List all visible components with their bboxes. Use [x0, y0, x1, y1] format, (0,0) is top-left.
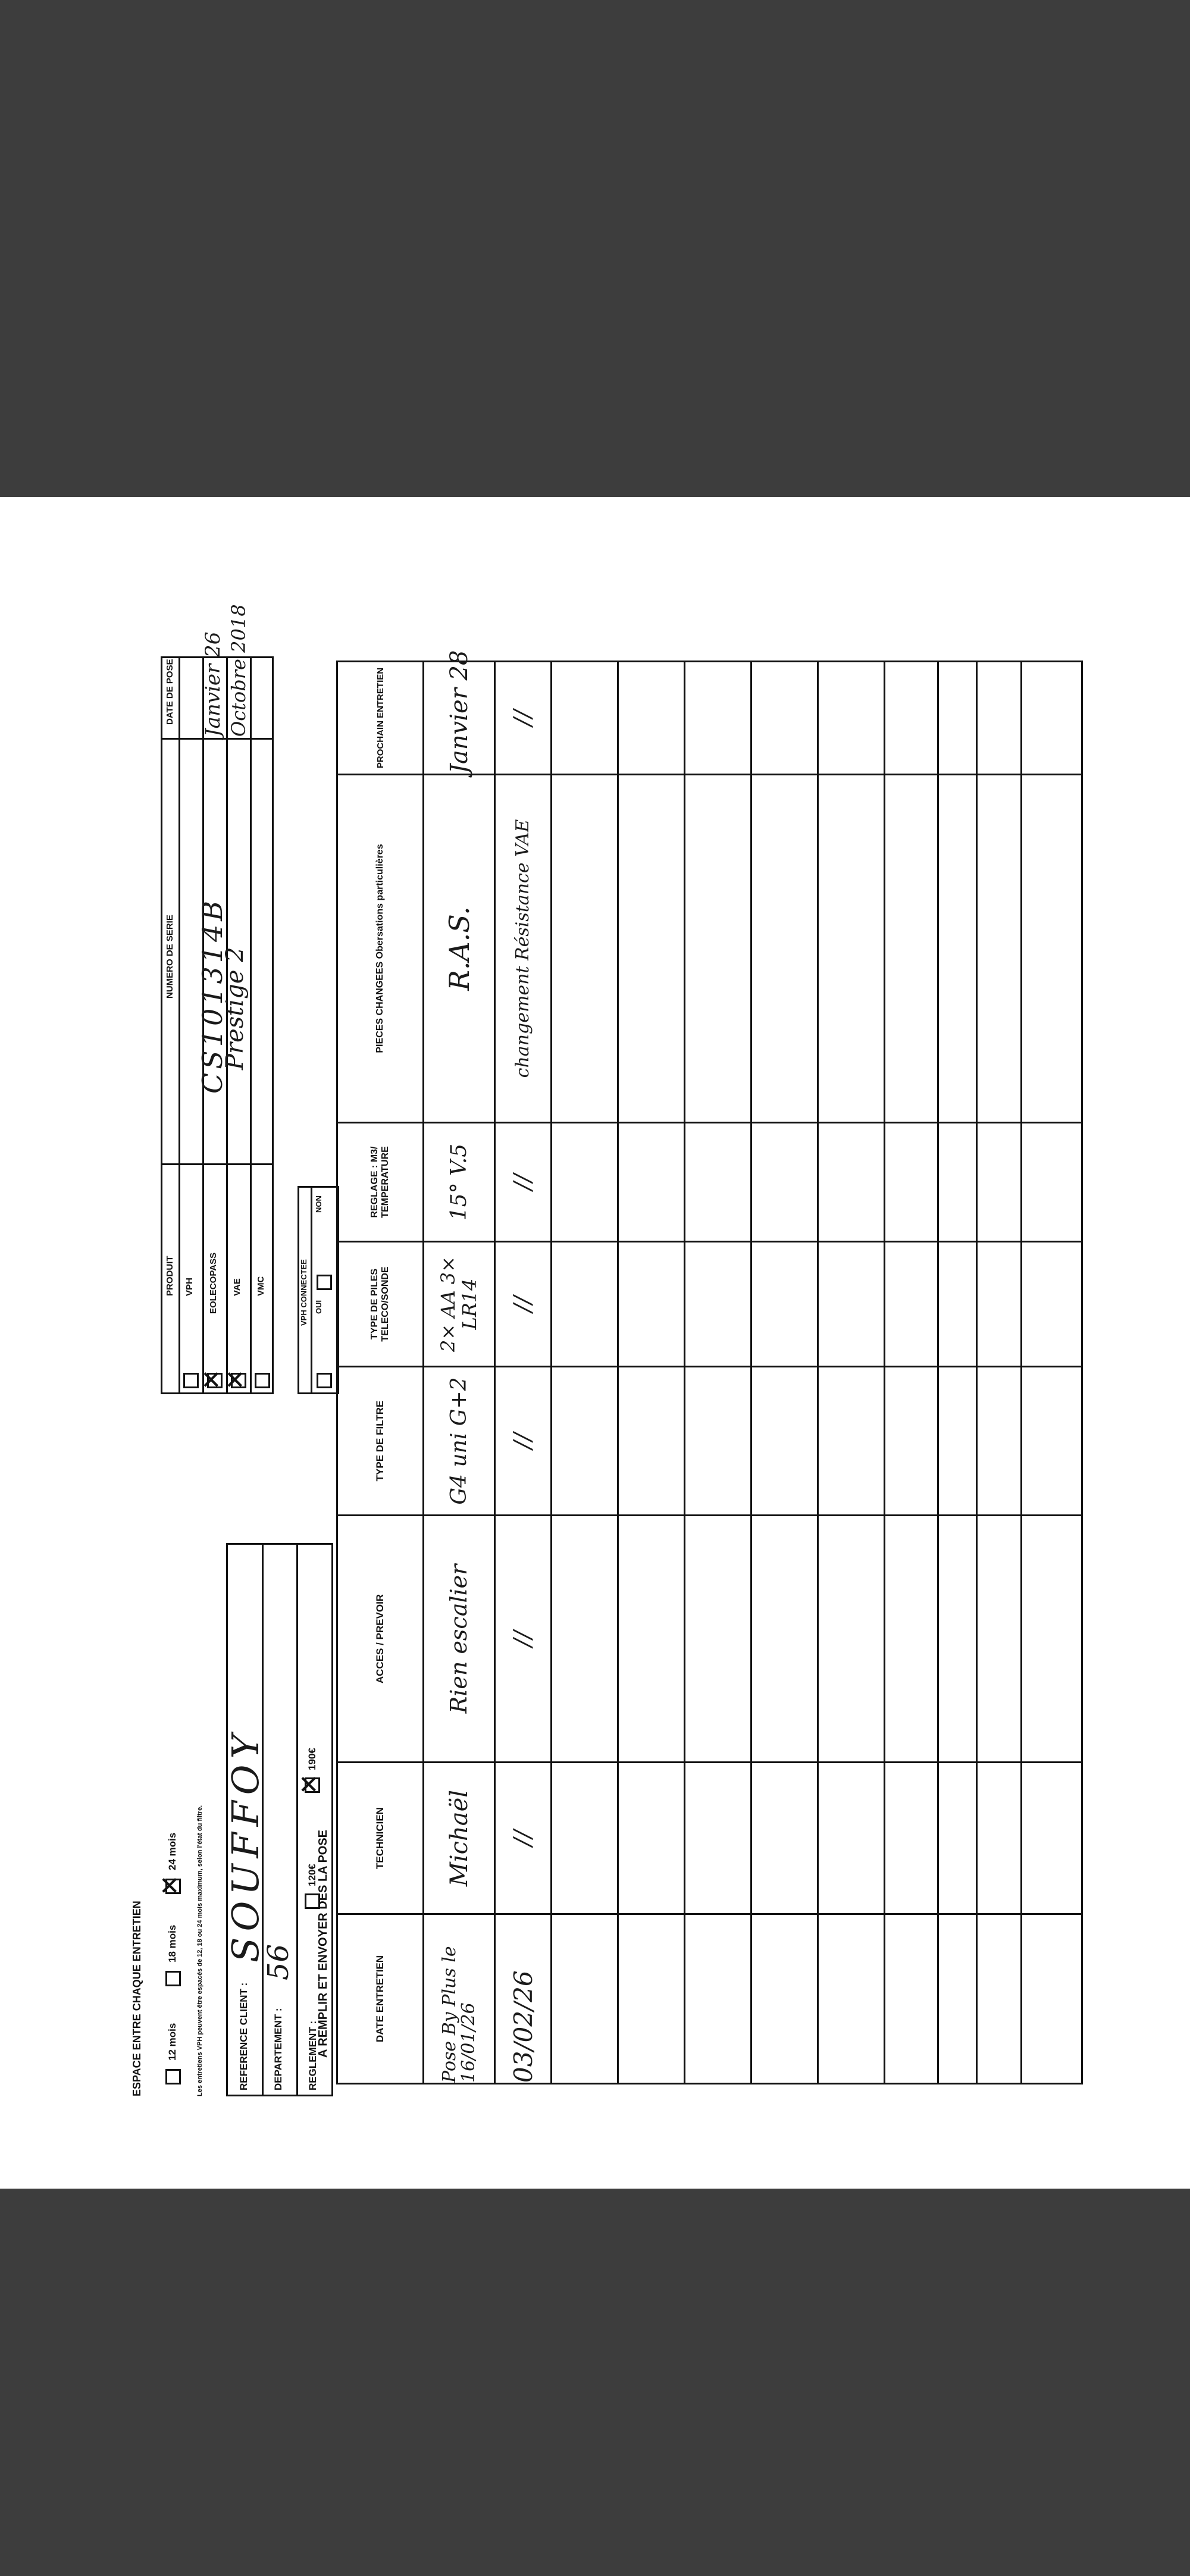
empty-cell[interactable] — [818, 775, 885, 1123]
empty-cell[interactable] — [618, 1914, 685, 2084]
spacing-24-checkbox[interactable] — [165, 1879, 181, 1894]
vph-non-label: NON — [314, 1195, 323, 1213]
empty-cell[interactable] — [938, 1123, 977, 1242]
empty-cell[interactable] — [685, 1516, 751, 1763]
empty-cell[interactable] — [552, 1516, 618, 1763]
serial-vae[interactable]: Prestige 2 — [221, 947, 249, 1070]
empty-cell[interactable] — [618, 775, 685, 1123]
empty-cell[interactable] — [938, 1914, 977, 2084]
row2-parts[interactable]: changement Résistance VAE — [495, 775, 552, 1123]
empty-cell[interactable] — [938, 662, 977, 775]
maintenance-table — [336, 650, 1083, 2084]
client-ref-value[interactable]: SOUFFOY — [224, 1728, 267, 1962]
row1-parts[interactable]: R.A.S. — [424, 775, 495, 1123]
maintenance-empty-row — [818, 662, 885, 2084]
spacing-18-label: 18 mois — [167, 1924, 178, 1962]
client-ref-label: REFERENCE CLIENT : — [238, 1982, 249, 2090]
product-vph-label: VPH — [184, 1278, 195, 1296]
vph-oui-checkbox[interactable] — [317, 1373, 332, 1388]
row1-technician[interactable]: Michaël — [424, 1763, 495, 1914]
product-header: PRODUIT — [165, 1256, 175, 1296]
product-eolecopass-checkbox[interactable] — [207, 1373, 223, 1388]
empty-cell[interactable] — [977, 1123, 1022, 1242]
empty-cell[interactable] — [885, 1914, 938, 2084]
maintenance-row — [495, 662, 552, 2084]
scanned-page — [0, 497, 1190, 2189]
row2-access[interactable]: // — [495, 1516, 552, 1763]
empty-cell[interactable] — [618, 662, 685, 775]
empty-cell[interactable] — [1022, 1367, 1082, 1516]
empty-cell[interactable] — [552, 1914, 618, 2084]
payment-190-label: 190€ — [306, 1748, 318, 1770]
empty-cell[interactable] — [977, 662, 1022, 775]
empty-cell[interactable] — [552, 1123, 618, 1242]
spacing-12-checkbox[interactable] — [165, 2069, 181, 2084]
row1-setting[interactable]: 15° V.5 — [424, 1123, 495, 1242]
header-type-piles: TYPE DE PILES TELECO/SONDE — [337, 1242, 424, 1367]
empty-cell[interactable] — [1022, 1914, 1082, 2084]
payment-label: REGLEMENT : — [307, 2020, 318, 2090]
header-pieces-changees: PIECES CHANGEES Obersations particulières — [337, 775, 424, 1123]
empty-cell[interactable] — [618, 1242, 685, 1367]
maintenance-header-row — [337, 662, 424, 2084]
empty-cell[interactable] — [1022, 1763, 1082, 1914]
empty-cell[interactable] — [885, 1763, 938, 1914]
spacing-12-label: 12 mois — [167, 2023, 178, 2061]
header-acces: ACCES / PREVOIR — [337, 1516, 424, 1763]
maintenance-row — [424, 662, 495, 2084]
empty-cell[interactable] — [685, 1763, 751, 1914]
date-header: DATE DE POSE — [165, 659, 175, 725]
empty-cell[interactable] — [618, 1516, 685, 1763]
product-vph-checkbox[interactable] — [183, 1373, 199, 1388]
maintenance-form — [0, 497, 1190, 2189]
empty-cell[interactable] — [751, 662, 818, 775]
date-eolecopass[interactable]: Janvier 26 — [201, 631, 225, 737]
row1-filter[interactable]: G4 uni G+2 — [424, 1367, 495, 1516]
empty-cell[interactable] — [977, 1242, 1022, 1367]
maintenance-empty-row — [751, 662, 818, 2084]
vph-oui-label: OUI — [314, 1300, 323, 1314]
empty-cell[interactable] — [818, 1367, 885, 1516]
spacing-title: ESPACE ENTRE CHAQUE ENTRETIEN — [131, 1901, 143, 2096]
empty-cell[interactable] — [977, 1763, 1022, 1914]
empty-cell[interactable] — [977, 775, 1022, 1123]
empty-cell[interactable] — [552, 1763, 618, 1914]
row2-setting[interactable]: // — [495, 1123, 552, 1242]
maintenance-empty-row — [618, 662, 685, 2084]
empty-cell[interactable] — [685, 1123, 751, 1242]
vph-connecte-label: VPH CONNECTEE — [299, 1259, 308, 1326]
empty-cell[interactable] — [977, 1367, 1022, 1516]
row2-next[interactable]: // — [495, 662, 552, 775]
header-date-entretien: DATE ENTRETIEN — [337, 1914, 424, 2084]
department-value[interactable]: 56 — [262, 1943, 295, 1980]
row2-filter[interactable]: // — [495, 1367, 552, 1516]
empty-cell[interactable] — [618, 1763, 685, 1914]
empty-cell[interactable] — [938, 1516, 977, 1763]
row2-technician[interactable]: // — [495, 1763, 552, 1914]
row2-batteries[interactable]: // — [495, 1242, 552, 1367]
empty-cell[interactable] — [751, 1914, 818, 2084]
empty-cell[interactable] — [938, 775, 977, 1123]
empty-cell[interactable] — [885, 1516, 938, 1763]
empty-cell[interactable] — [818, 1516, 885, 1763]
empty-cell[interactable] — [1022, 1123, 1082, 1242]
empty-cell[interactable] — [685, 1914, 751, 2084]
maintenance-empty-row — [685, 662, 751, 2084]
row1-date[interactable]: Pose By Plus le 16/01/26 — [424, 1914, 495, 2084]
empty-cell[interactable] — [938, 1763, 977, 1914]
empty-cell[interactable] — [751, 1763, 818, 1914]
empty-cell[interactable] — [885, 1367, 938, 1516]
maintenance-empty-row — [977, 662, 1022, 2084]
instruction-text: A REMPLIR ET ENVOYER DES LA POSE — [317, 1829, 330, 2058]
empty-cell[interactable] — [938, 1367, 977, 1516]
product-vae-label: VAE — [232, 1278, 242, 1296]
product-eolecopass-label: EOLECOPASS — [208, 1252, 218, 1314]
maintenance-empty-row — [885, 662, 938, 2084]
row1-access[interactable]: Rien escalier — [424, 1516, 495, 1763]
empty-cell[interactable] — [885, 1242, 938, 1367]
header-technicien: TECHNICIEN — [337, 1763, 424, 1914]
maintenance-empty-row — [552, 662, 618, 2084]
empty-cell[interactable] — [885, 1123, 938, 1242]
empty-cell[interactable] — [618, 1123, 685, 1242]
empty-cell[interactable] — [685, 775, 751, 1123]
empty-cell[interactable] — [977, 1516, 1022, 1763]
serial-header: NUMERO DE SERIE — [165, 915, 175, 999]
product-vae-checkbox[interactable] — [231, 1373, 246, 1388]
empty-cell[interactable] — [1022, 662, 1082, 775]
department-label: DEPARTEMENT : — [273, 2008, 284, 2090]
payment-190-checkbox[interactable] — [305, 1777, 320, 1793]
empty-cell[interactable] — [818, 662, 885, 775]
row1-batteries[interactable]: 2× AA 3× LR14 — [424, 1242, 495, 1367]
empty-cell[interactable] — [818, 1763, 885, 1914]
header-prochain-entretien: PROCHAIN ENTRETIEN — [337, 662, 424, 775]
empty-cell[interactable] — [885, 662, 938, 775]
empty-cell[interactable] — [751, 775, 818, 1123]
empty-cell[interactable] — [685, 1242, 751, 1367]
empty-cell[interactable] — [1022, 1242, 1082, 1367]
empty-cell[interactable] — [751, 1367, 818, 1516]
header-reglage: REGLAGE : M3/ TEMPERATURE — [337, 1123, 424, 1242]
payment-120-label: 120€ — [306, 1864, 318, 1886]
maintenance-empty-row — [1022, 662, 1082, 2084]
spacing-18-checkbox[interactable] — [165, 1971, 181, 1986]
row1-next[interactable]: Janvier 28 — [424, 662, 495, 775]
empty-cell[interactable] — [818, 1242, 885, 1367]
product-vmc-label: VMC — [256, 1276, 266, 1296]
empty-cell[interactable] — [685, 1367, 751, 1516]
empty-cell[interactable] — [751, 1516, 818, 1763]
empty-cell[interactable] — [552, 662, 618, 775]
empty-cell[interactable] — [751, 1242, 818, 1367]
empty-cell[interactable] — [552, 1367, 618, 1516]
empty-cell[interactable] — [1022, 1516, 1082, 1763]
empty-cell[interactable] — [885, 775, 938, 1123]
empty-cell[interactable] — [977, 1914, 1022, 2084]
product-vmc-checkbox[interactable] — [255, 1373, 270, 1388]
empty-cell[interactable] — [751, 1123, 818, 1242]
vph-non-checkbox[interactable] — [317, 1275, 332, 1290]
empty-cell[interactable] — [685, 662, 751, 775]
header-type-filtre: TYPE DE FILTRE — [337, 1367, 424, 1516]
empty-cell[interactable] — [552, 775, 618, 1123]
empty-cell[interactable] — [1022, 775, 1082, 1123]
maintenance-empty-row — [938, 662, 977, 2084]
empty-cell[interactable] — [552, 1242, 618, 1367]
serial-eolecopass[interactable]: CS101314B — [196, 897, 228, 1094]
empty-cell[interactable] — [818, 1914, 885, 2084]
empty-cell[interactable] — [818, 1123, 885, 1242]
spacing-note: Les entretiens VPH peuvent être espacés de 12, 18 ou 24 mois maximum, selon l'état du filtre. — [196, 1805, 203, 2096]
date-vae[interactable]: Octobre 2018 — [227, 604, 250, 737]
empty-cell[interactable] — [938, 1242, 977, 1367]
spacing-24-label: 24 mois — [167, 1832, 178, 1870]
empty-cell[interactable] — [618, 1367, 685, 1516]
row2-date[interactable]: 03/02/26 — [495, 1914, 552, 2084]
